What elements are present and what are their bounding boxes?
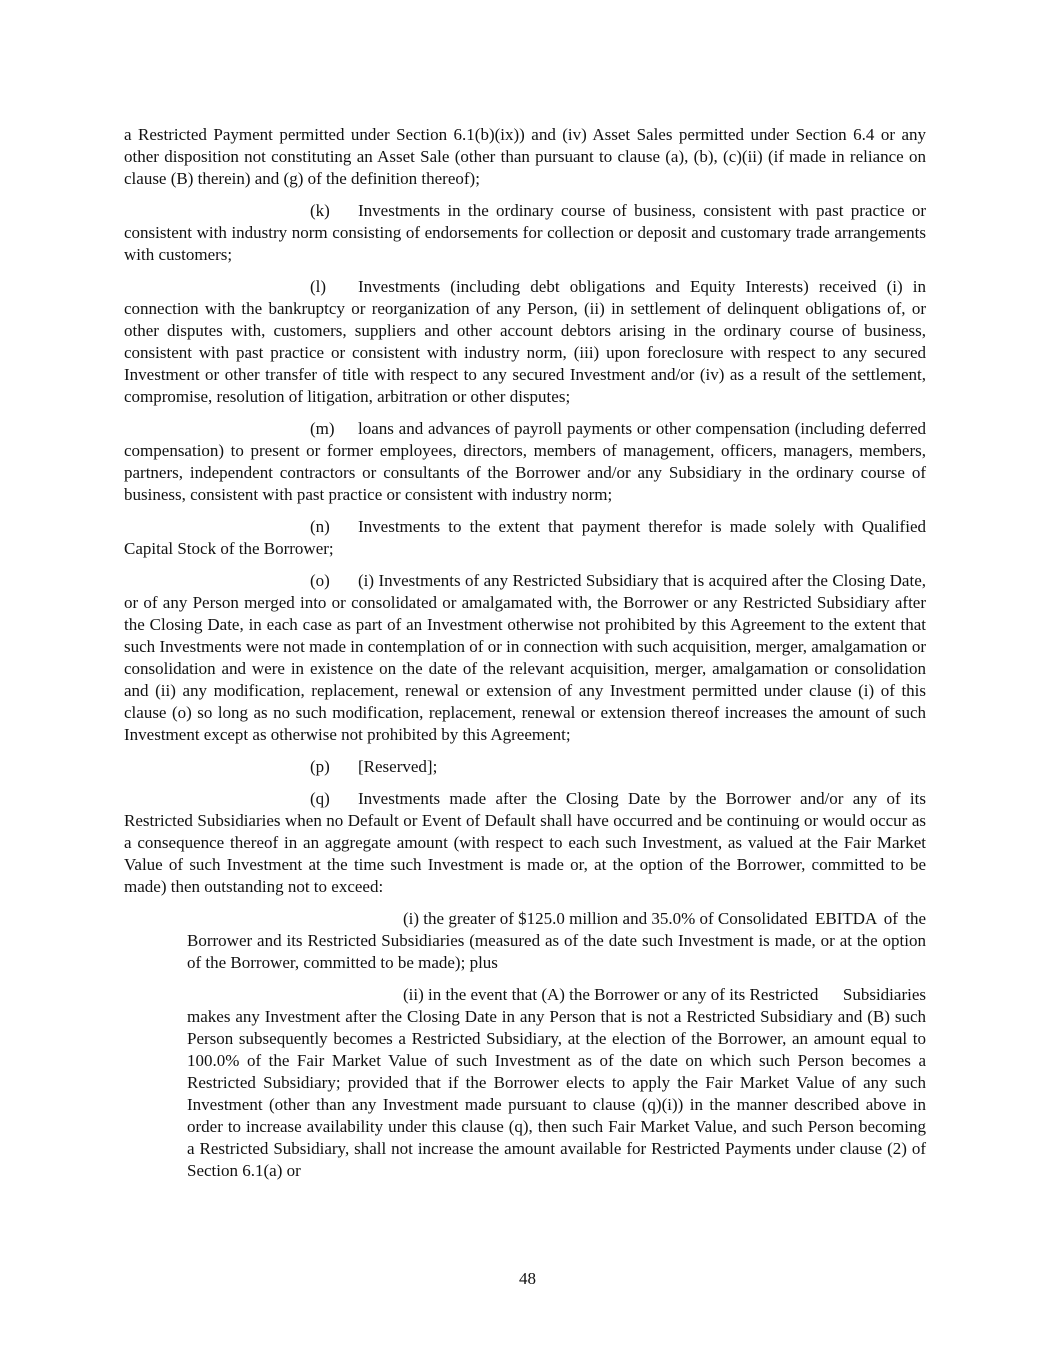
clause-text: [Reserved];: [358, 757, 438, 776]
clause-l: [124, 276, 926, 408]
clause-text: (i) Investments of any Restricted Subsidiary that is acquired after the Closing Date, or of any Person merged into or consolidated or amalgamated with, the Borrower or any Restricted Subsidiary after the Closing Date, in each case as part of an Investment otherwise not prohibited by this Agreement to the extent that such Investments were not made in contemplation of or in connection with such acquisition, merger, amalgamation or consolidation and were in existence on the date of the relevant acquisition, merger, amalgamation or consolidation and (ii) any modification, replacement, renewal or extension of any Investment permitted under clause (i) of this clause (o) so long as no such modification, replacement, renewal or extension thereof increases the amount of such Investment except as otherwise not prohibited by this Agreement;: [124, 571, 926, 744]
clause-k: [124, 200, 926, 266]
subclause-q-i: [187, 908, 926, 974]
page-number: 48: [519, 1269, 536, 1288]
clause-label: (m): [310, 419, 335, 438]
clause-label: (l): [310, 277, 327, 296]
clause-p: [124, 756, 926, 778]
clause-q: [124, 788, 926, 898]
subclause-q-ii: [187, 984, 926, 1182]
clause-o: [124, 570, 926, 746]
clause-label: (k): [310, 201, 330, 220]
clause-text: loans and advances of payroll payments or other compensation (including deferred compensation) to present or former employees, directors, members of management, officers, managers, members, partners, independent contractors or consultants of the Borrower and/or any Subsidiary in the ordinary course of business, consistent with past practice or consistent with industry norm;: [124, 419, 926, 504]
clause-text: Investments in the ordinary course of business, consistent with past practice or consistent with industry norm consisting of endorsements for collection or deposit and customary trade arrangements with customers;: [124, 201, 926, 264]
clause-label: (q): [310, 789, 330, 808]
subclause-lead: (i) the greater of $125.0 million and 35.0% of Consolidated: [403, 909, 808, 928]
subclause-text: EBITDA of the Borrower and its Restricted Subsidiaries (measured as of the date such Investment is made, or at the option of the Borrower, committed to be made); plus: [187, 909, 926, 972]
clause-text: Investments made after the Closing Date by the Borrower and/or any of its Restricted Subsidiaries when no Default or Event of Default shall have occurred and be continuing or would occur as a consequence thereof in an aggregate amount (with respect to each such Investment, as valued at the Fair Market Value of such Investment at the time such Investment is made or, at the option of the Borrower, committed to be made) then outstanding not to exceed:: [124, 789, 926, 896]
clause-n: [124, 516, 926, 560]
subclause-text: Subsidiaries makes any Investment after the Closing Date in any Person that is not a Restricted Subsidiary and (B) such Person subsequently becomes a Restricted Subsidiary, at the election of the Borrower, an amount equal to 100.0% of the Fair Market Value of such Investment as of the date on which such Person becomes a Restricted Subsidiary; provided that if the Borrower elects to apply the Fair Market Value of any such Investment (other than any Investment made pursuant to clause (q)(i)) in the manner described above in order to increase availability under this clause (q), then such Fair Market Value, and such Person becoming a Restricted Subsidiary, shall not increase the amount available for Restricted Payments under clause (2) of Section 6.1(a) or: [187, 985, 926, 1180]
subclause-lead: (ii) in the event that (A) the Borrower or any of its Restricted: [403, 985, 819, 1004]
clause-label: (n): [310, 517, 330, 536]
continuation-paragraph: a Restricted Payment permitted under Section 6.1(b)(ix)) and (iv) Asset Sales permitted under Section 6.4 or any other disposition not constituting an Asset Sale (other than pursuant to clause (a), (b), (c)(ii) (if made in reliance on clause (B) therein) and (g) of the definition thereof);: [124, 125, 926, 188]
clause-text: Investments to the extent that payment therefor is made solely with Qualified Capital Stock of the Borrower;: [124, 517, 926, 558]
clause-label: (o): [310, 571, 330, 590]
document-body: [124, 124, 926, 1192]
clause-label: (p): [310, 757, 330, 776]
clause-text: Investments (including debt obligations and Equity Interests) received (i) in connection with the bankruptcy or reorganization of any Person, (ii) in settlement of delinquent obligations of, or other disputes with, customers, suppliers and other account debtors arising in the ordinary course of business, consistent with past practice or consistent with industry norm, (iii) upon foreclosure with respect to any secured Investment or other transfer of title with respect to any secured Investment and/or (iv) as a result of the settlement, compromise, resolution of litigation, arbitration or other disputes;: [124, 277, 926, 406]
clause-m: [124, 418, 926, 506]
